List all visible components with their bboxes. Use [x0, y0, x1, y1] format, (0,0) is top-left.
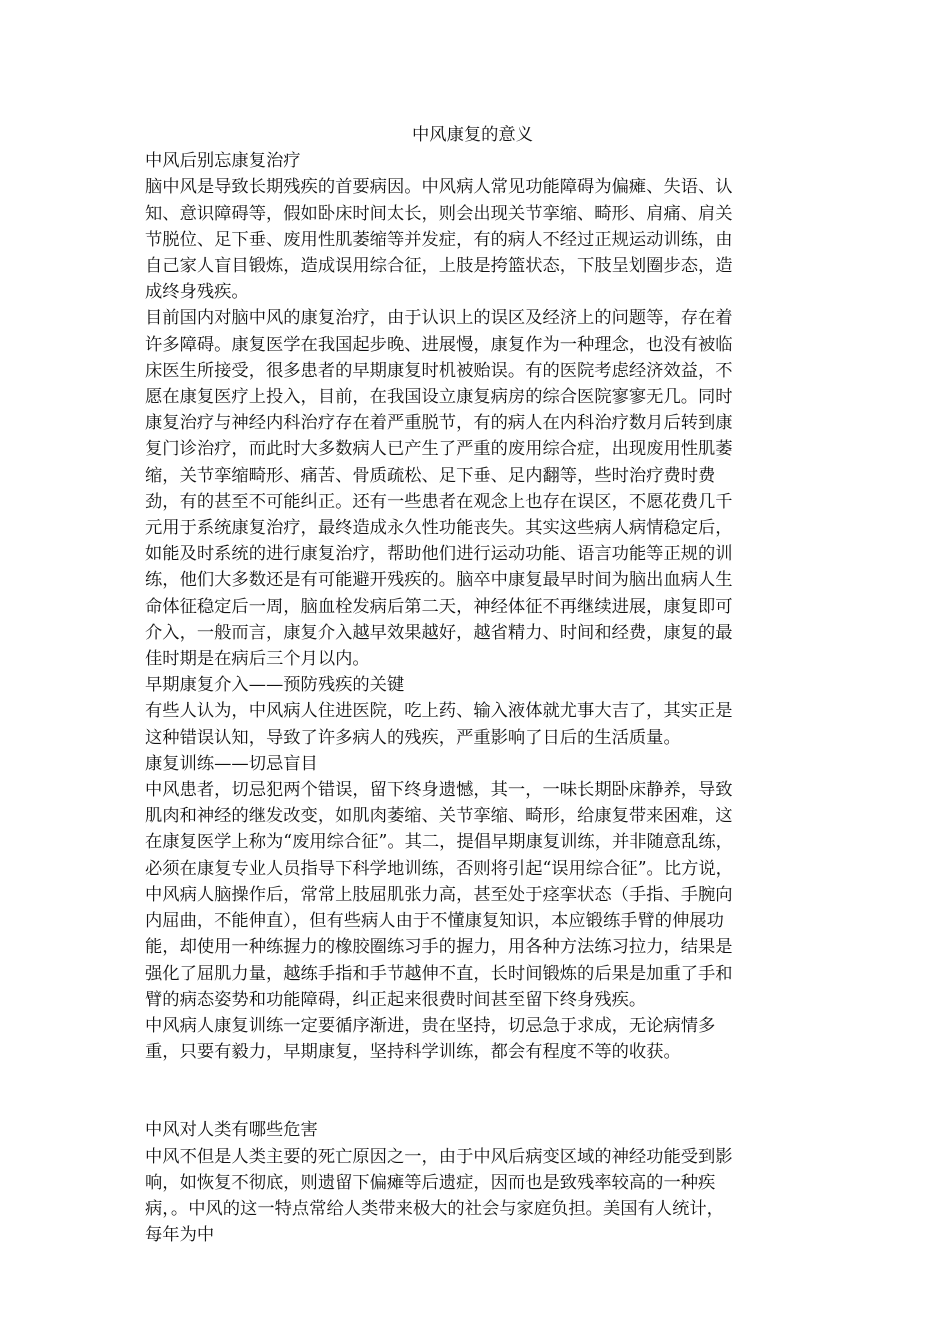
text-line: 介入，一般而言，康复介入越早效果越好，越省精力、时间和经费，康复的最 — [145, 622, 733, 643]
document-page — [145, 122, 800, 1248]
text-line: 响，如恢复不彻底，则遗留下偏瘫等后遗症，因而也是致残率较高的一种疾 — [145, 1172, 716, 1193]
paragraph — [145, 174, 800, 305]
text-line: 床医生所接受，很多患者的早期康复时机被贻误。有的医院考虑经济效益，不 — [145, 360, 733, 381]
text-line: 复门诊治疗，而此时大多数病人已产生了严重的废用综合症，出现废用性肌萎 — [145, 439, 733, 460]
text-line: 肌肉和神经的继发改变，如肌肉萎缩、关节挛缩、畸形，给康复带来困难，这 — [145, 806, 733, 827]
paragraph — [145, 1013, 800, 1065]
text-line: 如能及时系统的进行康复治疗，帮助他们进行运动功能、语言功能等正规的训 — [145, 544, 733, 565]
paragraph — [145, 305, 800, 672]
text-line: 中风患者，切忌犯两个错误，留下终身遗憾，其一，一味长期卧床静养，导致 — [145, 780, 733, 801]
text-line: 自己家人盲目锻炼，造成误用综合征，上肢是挎篮状态，下肢呈划圈步态，造 — [145, 256, 733, 277]
text-line: 中风不但是人类主要的死亡原因之一，由于中风后病变区域的神经功能受到影 — [145, 1146, 733, 1167]
text-line: 强化了屈肌力量，越练手指和手节越伸不直，长时间锻炼的后果是加重了手和 — [145, 963, 733, 984]
text-line: 病，。中风的这一特点常给人类带来极大的社会与家庭负担。美国有人统计， — [145, 1198, 724, 1219]
text-line: 元用于系统康复治疗，最终造成永久性功能丧失。其实这些病人病情稳定后， — [145, 518, 733, 539]
text-line: 劲，有的甚至不可能纠正。还有一些患者在观念上也存在误区，不愿花费几千 — [145, 491, 733, 512]
text-line: 命体征稳定后一周，脑血栓发病后第二天，神经体征不再继续进展，康复即可 — [145, 596, 733, 617]
text-line: 脑中风是导致长期残疾的首要病因。中风病人常见功能障碍为偏瘫、失语、认 — [145, 177, 733, 198]
section-heading: 康复训练——切忌盲目 — [145, 753, 318, 774]
paragraph — [145, 1144, 800, 1249]
text-line: 佳时期是在病后三个月以内。 — [145, 649, 370, 670]
text-line: 臂的病态姿势和功能障碍，纠正起来很费时间甚至留下终身残疾。 — [145, 989, 647, 1010]
section-heading: 中风后别忘康复治疗 — [145, 151, 301, 172]
paragraph — [145, 777, 800, 1013]
section-heading: 中风对人类有哪些危害 — [145, 1120, 318, 1141]
text-line: 愿在康复医疗上投入，目前，在我国设立康复病房的综合医院寥寥无几。同时 — [145, 387, 733, 408]
text-line: 康复治疗与神经内科治疗存在着严重脱节，有的病人在内科治疗数月后转到康 — [145, 413, 733, 434]
text-line: 练，他们大多数还是有可能避开残疾的。脑卒中康复最早时间为脑出血病人生 — [145, 570, 733, 591]
text-line: 节脱位、足下垂、废用性肌萎缩等并发症，有的病人不经过正规运动训练，由 — [145, 229, 733, 250]
text-line: 这种错误认知，导致了许多病人的残疾，严重影响了日后的生活质量。 — [145, 727, 681, 748]
text-line: 内屈曲，不能伸直），但有些病人由于不懂康复知识，本应锻练手臂的伸展功 — [145, 911, 724, 932]
text-line: 中风病人康复训练一定要循序渐进，贵在坚持，切忌急于求成，无论病情多 — [145, 1015, 716, 1036]
text-line: 每年为中 — [145, 1225, 215, 1246]
text-line: 能，却使用一种练握力的橡胶圈练习手的握力，用各种方法练习拉力，结果是 — [145, 937, 733, 958]
text-line: 必须在康复专业人员指导下科学地训练，否则将引起“误用综合征”。比方说， — [145, 858, 733, 879]
section-heading: 早期康复介入——预防残疾的关键 — [145, 675, 405, 696]
document-title: 中风康复的意义 — [412, 125, 533, 145]
paragraph — [145, 698, 800, 750]
text-line: 知、意识障碍等，假如卧床时间太长，则会出现关节挛缩、畸形、肩痛、肩关 — [145, 203, 733, 224]
text-line: 在康复医学上称为“废用综合征”。其二，提倡早期康复训练，并非随意乱练， — [145, 832, 733, 853]
text-line: 缩，关节挛缩畸形、痛苦、骨质疏松、足下垂、足内翻等，些时治疗费时费 — [145, 465, 716, 486]
text-line: 目前国内对脑中风的康复治疗，由于认识上的误区及经济上的问题等，存在着 — [145, 308, 733, 329]
text-line: 重，只要有毅力，早期康复，坚持科学训练，都会有程度不等的收获。 — [145, 1042, 681, 1063]
text-line: 成终身残疾。 — [145, 282, 249, 303]
blank-space — [145, 1065, 800, 1117]
text-line: 中风病人脑操作后，常常上肢屈肌张力高，甚至处于痉挛状态（手指、手腕向 — [145, 884, 733, 905]
text-line: 许多障碍。康复医学在我国起步晚、进展慢，康复作为一种理念，也没有被临 — [145, 334, 733, 355]
text-line: 有些人认为，中风病人住进医院，吃上药、输入液体就尤事大吉了，其实正是 — [145, 701, 733, 722]
